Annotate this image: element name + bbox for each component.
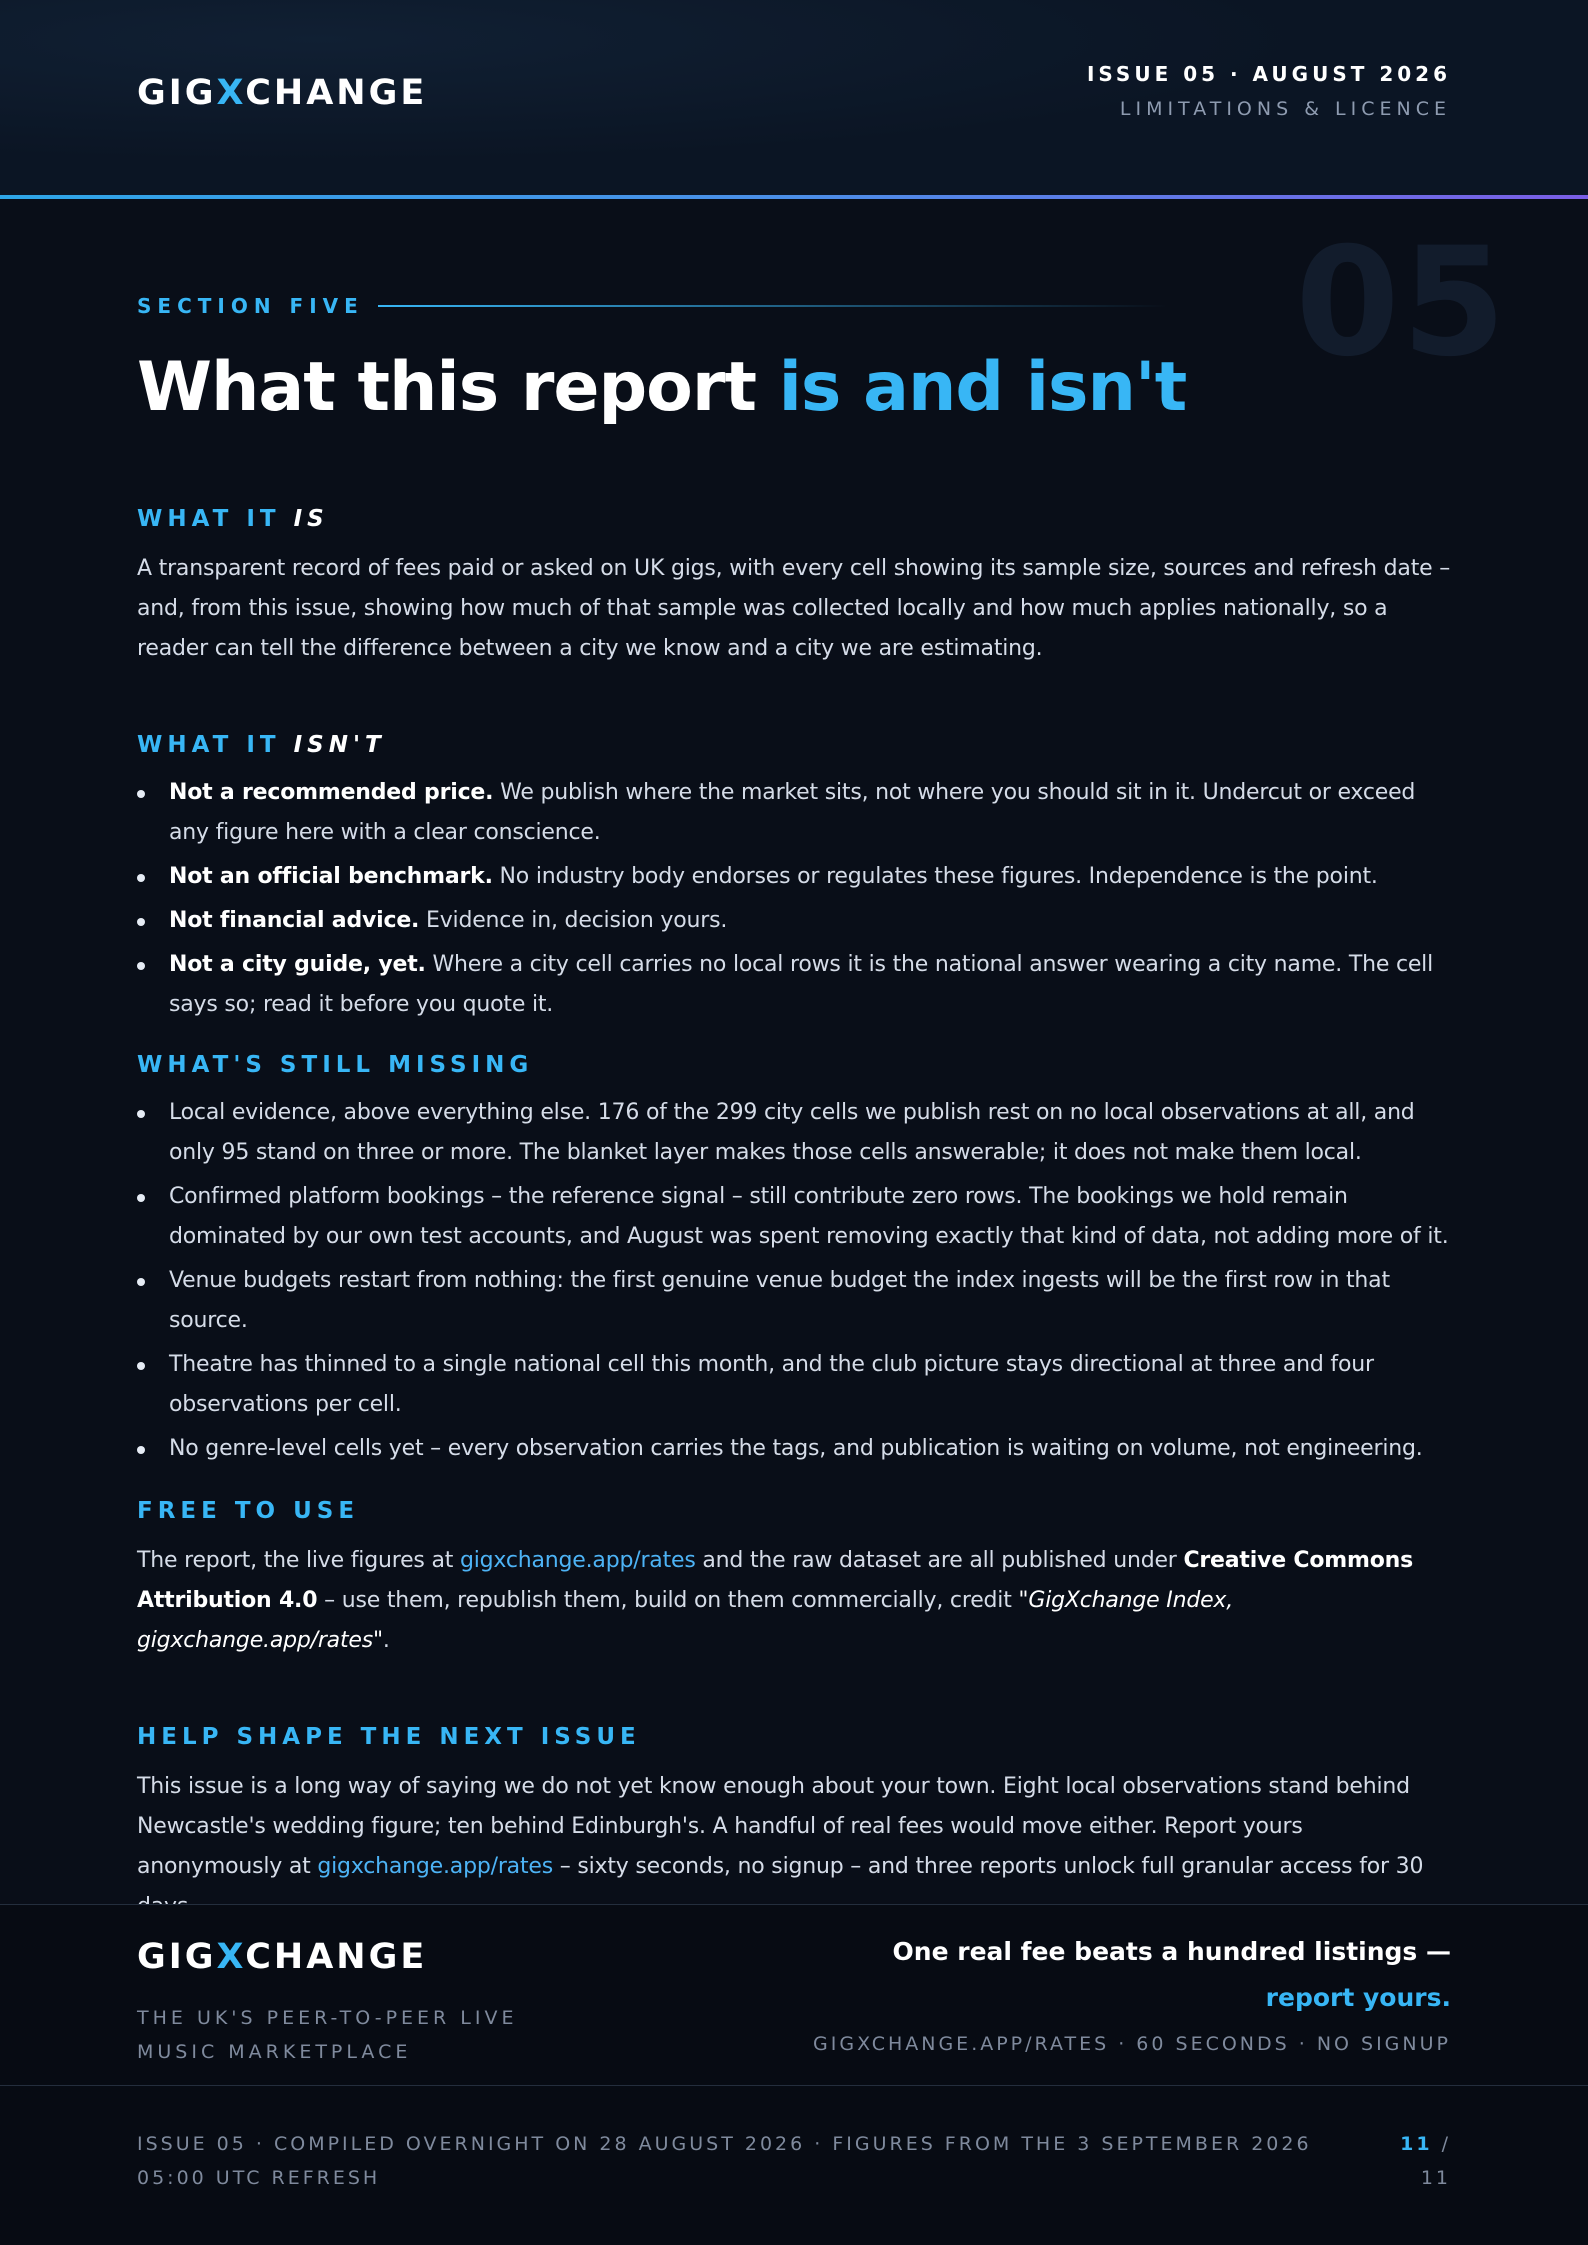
section-number-watermark: 05 [1295,216,1508,390]
brand-text-pre: GIG [137,73,217,113]
free-to-use-text-3: – use them, republish them, build on them commercially, credit [317,1588,1019,1613]
page-current: 11 [1400,2133,1433,2155]
still-missing-heading: WHAT'S STILL MISSING [137,1052,534,1078]
list-item: Confirmed platform bookings – the reference signal – still contribute zero rows. The bookings we hold remain dominated by our own test accounts, and August was spent removing exactly that kind of data, not adding more of it. [137,1177,1451,1257]
free-to-use-heading: FREE TO USE [137,1498,360,1524]
page-footer [0,1904,1588,2245]
footer-divider [0,2085,1588,2086]
footer-brand-x: X [216,1937,246,1977]
brand-text-x: X [216,73,246,113]
page-title-accent: is and isn't [778,348,1187,427]
help-shape-text-1: This issue is a long way of saying we do not yet know enough about your town. Eight local observations stand behind Newcastle's wedding figure; ten behind Edinburgh's. A handful of real fees would move either. Report yours anonymously at [137,1774,1410,1879]
page-total: 11 [1420,2167,1451,2189]
footer-brand-post: CHANGE [245,1937,428,1977]
footer-brand-logo [137,1937,427,1977]
list-item [137,901,1451,941]
what-it-isnt-list [137,773,1451,1025]
help-shape-heading: HELP SHAPE THE NEXT ISSUE [137,1724,641,1750]
list-item-bold: Not an official benchmark. [169,864,493,889]
list-item-bold: Not a recommended price. [169,780,494,805]
what-it-isnt-heading-pre: WHAT IT [137,732,294,758]
free-to-use-text-2: and the raw dataset are all published under [695,1548,1184,1573]
list-item [137,945,1451,1025]
help-shape-body [137,1767,1451,1927]
page-title-main: What this report [137,348,779,427]
list-item-text: Evidence in, decision yours. [419,908,728,933]
list-item [137,857,1451,897]
list-item-text: Where a city cell carries no local rows it is the national answer wearing a city name. The cell says so; read it before you quote it. [169,952,1434,1017]
section-kicker-label: SECTION FIVE [137,294,364,318]
footer-cta-main: One real fee beats a hundred listings — [892,1937,1451,1966]
page-title [137,348,1186,427]
header-divider [0,195,1588,199]
list-item-bold: Not a city guide, yet. [169,952,426,977]
section-kicker [137,294,1168,318]
licence-name: Creative Commons Attribution 4.0 [137,1548,1413,1613]
section-kicker-line [378,305,1168,307]
footer-tagline: THE UK'S PEER-TO-PEER LIVE MUSIC MARKETPLACE [137,2007,518,2063]
help-shape-text-2: – sixty seconds, no signup – and three reports unlock full granular access for 30 [559,1854,1424,1879]
list-item: Theatre has thinned to a single national cell this month, and the club picture stays directional at three and four observations per cell. [137,1345,1451,1425]
page-number [1381,2127,1451,2195]
still-missing-section [137,1049,1451,1469]
list-item-text: We publish where the market sits, not where you should sit in it. Undercut or exceed any figure here with a clear conscience. [169,780,1416,845]
list-item: Venue budgets restart from nothing: the first genuine venue budget the index ingests will be the first row in that source. [137,1261,1451,1341]
brand-logo [137,73,427,113]
list-item: Local evidence, above everything else. 176 of the 299 city cells we publish rest on no local observations at all, and only 95 stand on three or more. The blanket layer makes those cells answerable; it does not make them local. [137,1093,1451,1173]
what-it-isnt-heading [137,729,1451,761]
page-header [0,0,1588,196]
list-item-bold: Not financial advice. [169,908,420,933]
what-it-is-body: A transparent record of fees paid or asked on UK gigs, with every cell showing its sample size, sources and refresh date – and, from this issue, showing how much of that sample was collected locally and how much applies nationally, so a reader can tell the difference between a city we know and a city we are estimating. [137,556,1451,661]
list-item [137,773,1451,853]
footer-brand-pre: GIG [137,1937,217,1977]
page-separator: / [1432,2133,1451,2155]
still-missing-list [137,1093,1451,1469]
footer-cta [801,1929,1451,2021]
main-content [137,503,1451,1927]
credit-line: "GigXchange Index, gigxchange.app/rates" [137,1588,1234,1653]
footer-cta-accent[interactable]: report yours. [1265,1983,1451,2012]
what-it-is-section [137,503,1451,669]
colophon: ISSUE 05 · COMPILED OVERNIGHT ON 28 AUGUST 2026 · FIGURES FROM THE 3 SEPTEMBER 2026 05:00 UTC REFRESH [137,2133,1312,2189]
what-it-isnt-heading-em: ISN'T [293,732,386,758]
issue-subtitle: LIMITATIONS & LICENCE [1119,98,1451,120]
free-to-use-text-1: The report, the live figures at [137,1548,460,1573]
list-item: No genre-level cells yet – every observation carries the tags, and publication is waiting on volume, not engineering. [137,1429,1451,1469]
report-link[interactable]: gigxchange.app/rates [317,1854,553,1879]
what-it-is-heading [137,503,1451,535]
free-to-use-section [137,1495,1451,1661]
brand-text-post: CHANGE [245,73,428,113]
rates-link[interactable]: gigxchange.app/rates [459,1548,696,1573]
help-shape-section [137,1721,1451,1927]
free-to-use-text-4: . [382,1628,390,1653]
free-to-use-body [137,1541,1451,1661]
footer-cta-subline: GIGXCHANGE.APP/RATES · 60 SECONDS · NO SIGNUP [813,2033,1451,2055]
what-it-is-heading-pre: WHAT IT [137,506,294,532]
list-item-text: No industry body endorses or regulates these figures. Independence is the point. [492,864,1378,889]
what-it-is-heading-em: IS [293,506,329,532]
issue-meta [1087,62,1451,120]
what-it-isnt-section [137,729,1451,1025]
issue-line: ISSUE 05 · AUGUST 2026 [1086,62,1451,86]
